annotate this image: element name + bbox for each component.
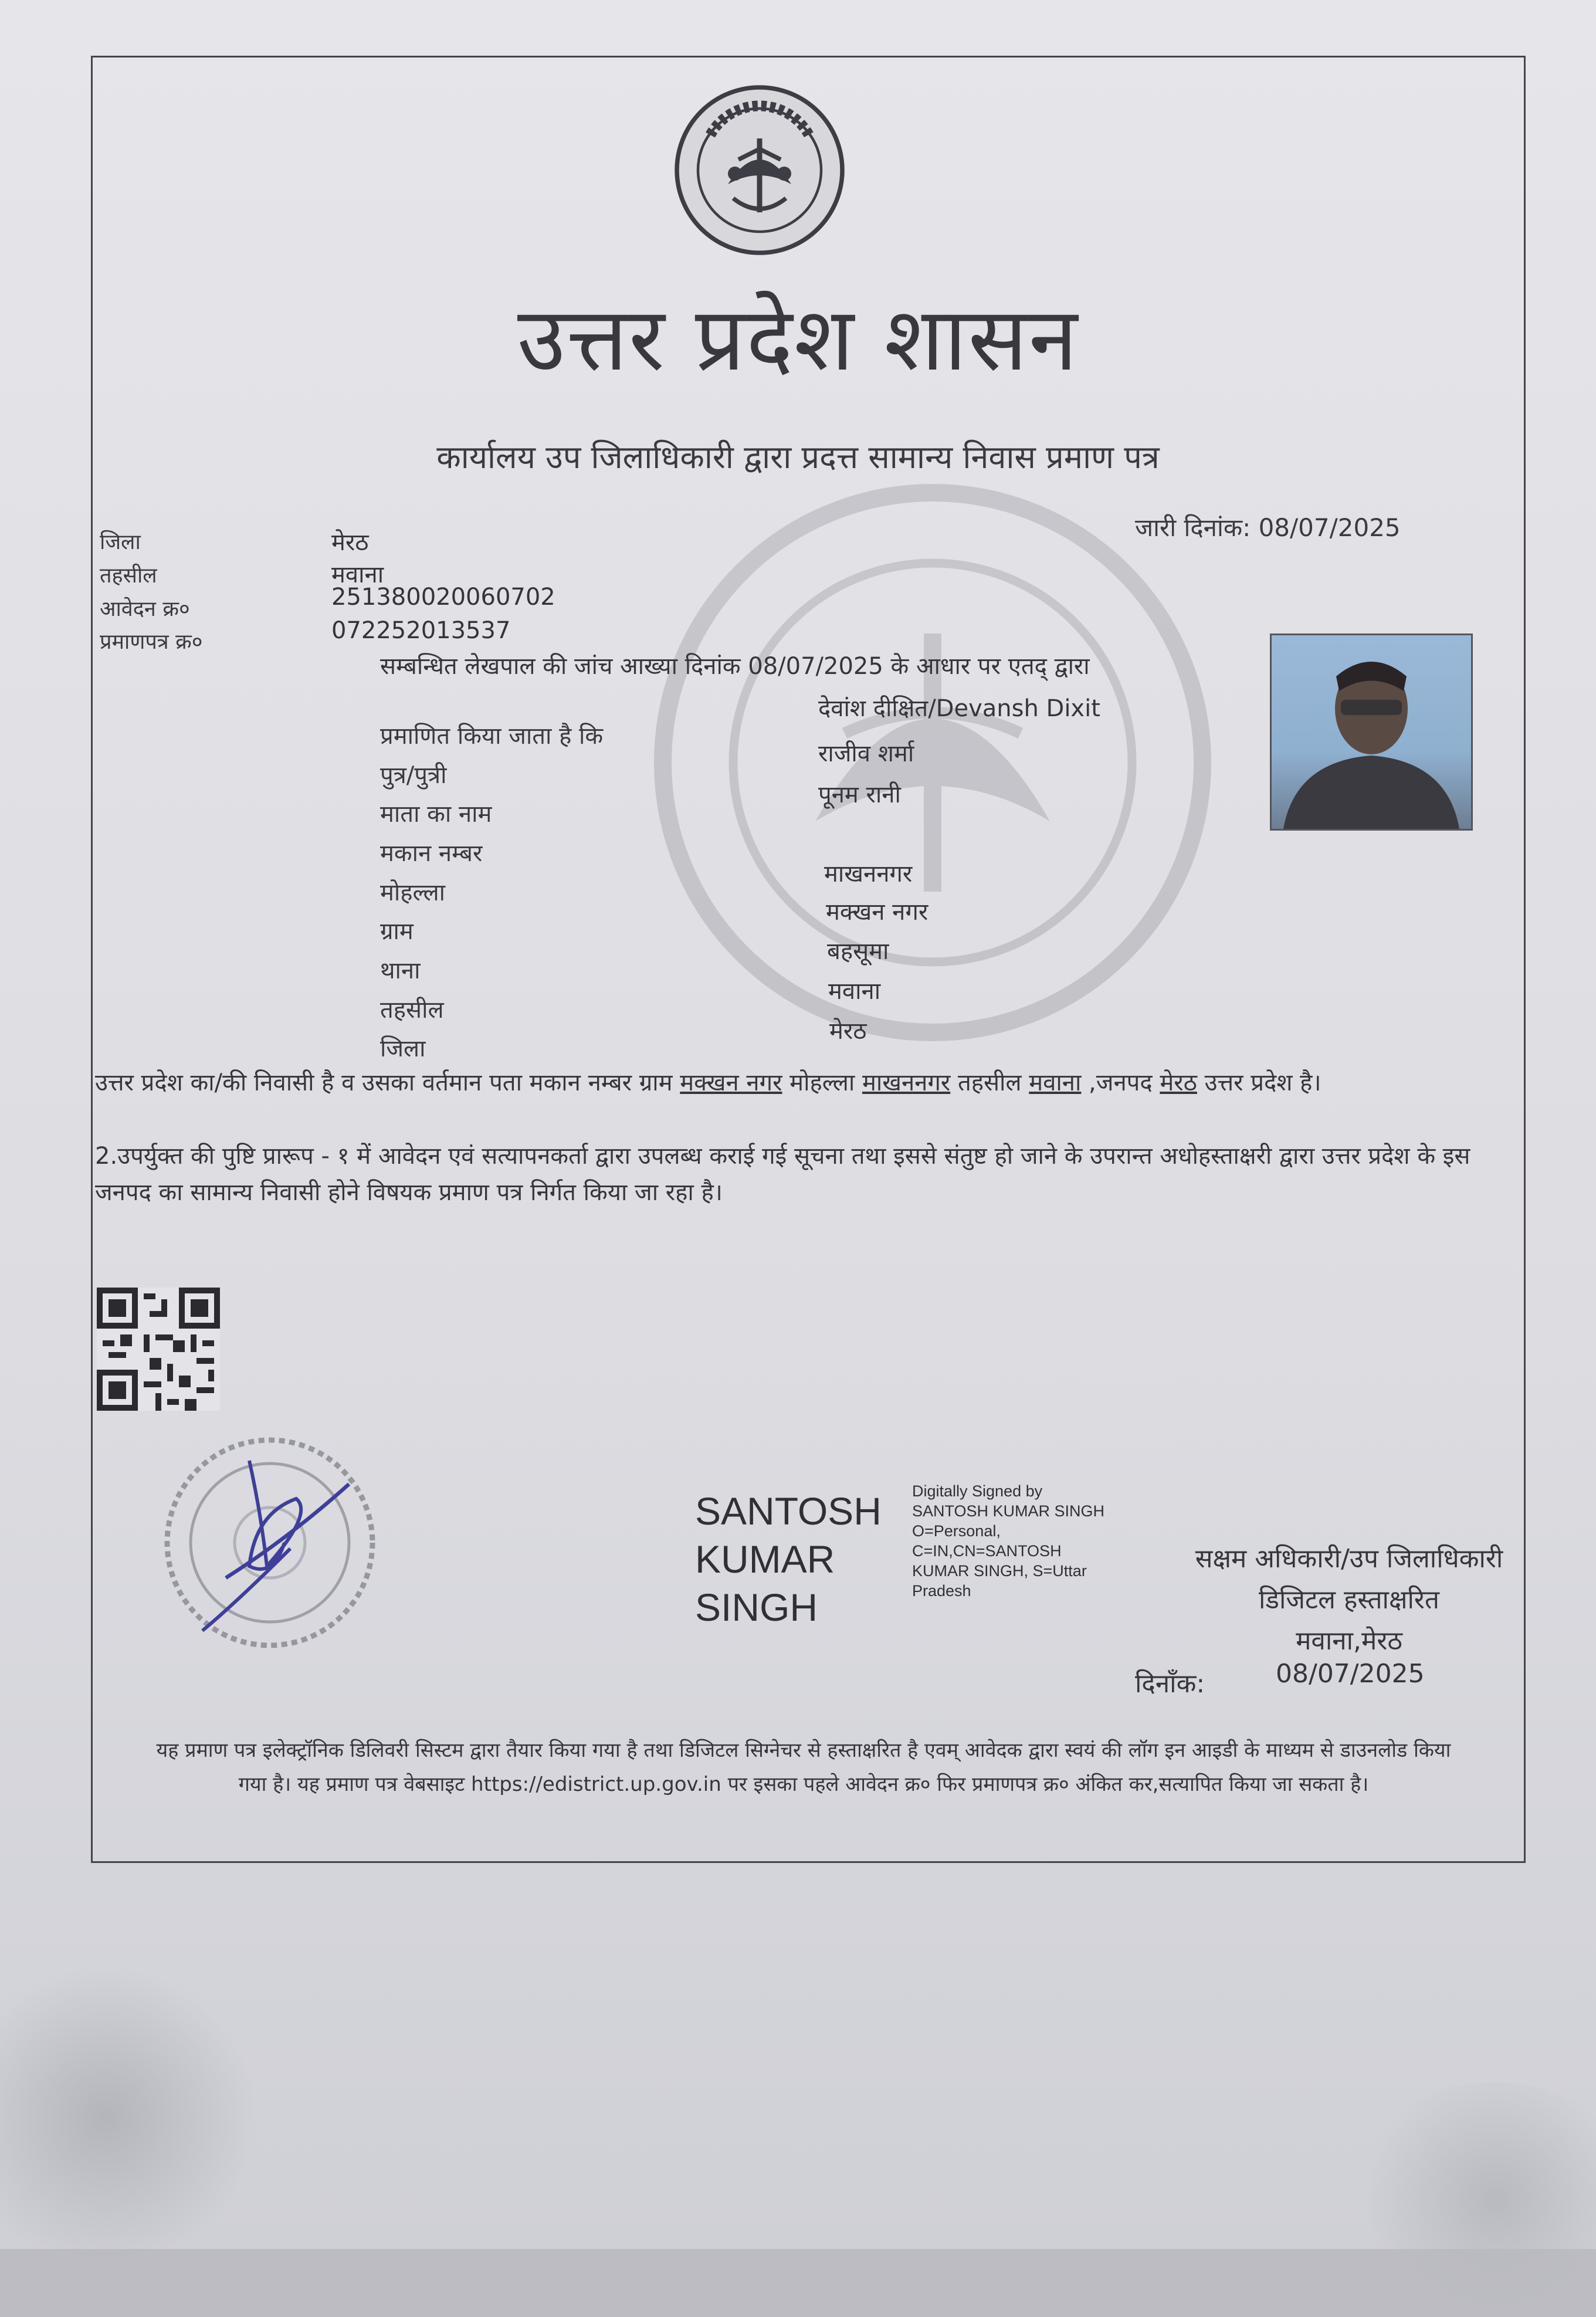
district-label: जिला [100,530,141,554]
authority-office: मवाना,मेरठ [1296,1626,1402,1656]
application-number-label: आवेदन क्र० [100,597,190,621]
certificate-number-label: प्रमाणपत्र क्र० [100,630,203,654]
residence-text: ,जनपद [1081,1069,1160,1096]
document-subtitle: कार्यालय उप जिलाधिकारी द्वारा प्रदत्त सामान्य निवास प्रमाण पत्र [436,439,1160,476]
watermark-emblem [639,469,1226,1056]
intro-line-2: प्रमाणित किया जाता है कि [380,723,604,750]
footer-line: गया है। यह प्रमाण पत्र वेबसाइट https://edistrict.up.gov.in पर इसका पहले आवेदन क्र० फिर प्रमाणपत्र क्र० अंकित कर,सत्यापित किया जा सकता है। [238,1773,1369,1796]
issue-date: जारी दिनांक: 08/07/2025 [1135,513,1401,542]
police-station-value: बहसूमा [827,938,889,965]
confirmation-paragraph: 2.उपर्युक्त की पुष्टि प्रारूप - १ में आवेदन एवं सत्यापनकर्ता द्वारा उपलब्ध कराई गई सूचना तथा इससे संतुष्ट हो जाने के उपरान्त अधोहस्ताक्षरी द्वारा उत्तर प्रदेश के इस जनपद का सामान्य निवासी होने विषयक प्रमाण पत्र निर्गत किया जा रहा है। [95,1143,1470,1206]
application-number-value: 251380020060702 [331,584,555,611]
digital-signature-line: O=Personal, [912,1522,1001,1540]
district-field-value: मेरठ [829,1018,867,1045]
digital-signature-line: Pradesh [912,1582,971,1600]
authority-digital-signed: डिजिटल हस्ताक्षरित [1259,1585,1439,1615]
digital-signature-line: SANTOSH KUMAR SINGH [912,1502,1105,1520]
certificate-number-value: 072252013537 [331,617,511,644]
footer-note [82,1733,1525,1801]
authority-designation: सक्षम अधिकारी/उप जिलाधिकारी [1195,1544,1503,1574]
tehsil-field-value: मवाना [828,978,881,1005]
mother-name-value: पूनम रानी [818,781,901,808]
district-field-label: जिला [380,1035,426,1062]
applicant-photo [1270,634,1473,831]
tehsil-field-label: तहसील [380,997,444,1024]
house-number-label: मकान नम्बर [380,840,483,867]
signer-name-line: SINGH [695,1586,818,1629]
official-stamp-with-signature [138,1396,431,1689]
residence-text: तहसील [950,1069,1029,1096]
residence-text: मोहल्ला [782,1069,862,1096]
signer-name-block [695,1487,882,1631]
signer-name-line: KUMAR [695,1537,835,1581]
intro-line-1: सम्बन्धित लेखपाल की जांच आख्या दिनांक 08/07/2025 के आधार पर एतद् द्वारा [380,653,1090,680]
son-daughter-label: पुत्र/पुत्री [380,762,447,789]
father-name-value: राजीव शर्मा [818,740,914,767]
authority-date-value: 08/07/2025 [1276,1659,1425,1689]
residence-text: उत्तर प्रदेश का/की निवासी है व उसका वर्तमान पता मकान नम्बर ग्राम [95,1069,680,1096]
residence-text: उत्तर प्रदेश है। [1197,1069,1321,1096]
residence-paragraph [95,1065,1491,1101]
mohalla-label: मोहल्ला [380,879,446,906]
document-title: उत्तर प्रदेश शासन [517,289,1079,391]
digital-signature-line: C=IN,CN=SANTOSH [912,1542,1062,1560]
up-government-emblem [672,82,848,258]
person-silhouette-icon [1272,635,1471,829]
mother-name-label: माता का नाम [380,801,492,828]
digital-signature-line: KUMAR SINGH, S=Uttar [912,1562,1087,1580]
signer-name-line: SANTOSH [695,1489,882,1533]
verification-qr-code[interactable] [97,1288,220,1411]
paper-shadow [0,1965,258,2270]
police-station-label: थाना [380,957,421,984]
mohalla-value: माखननगर [824,861,913,887]
tehsil-label: तहसील [100,564,157,588]
residence-village: मक्खन नगर [680,1069,782,1096]
digital-signature-line: Digitally Signed by [912,1482,1043,1500]
residence-mohalla: माखननगर [862,1069,951,1096]
residence-tehsil: मवाना [1029,1069,1082,1096]
village-value: मक्खन नगर [826,899,929,926]
tehsil-value: मवाना [331,561,384,588]
digital-signature-details [912,1481,1147,1601]
village-label: ग्राम [380,918,414,945]
footer-line: यह प्रमाण पत्र इलेक्ट्रॉनिक डिलिवरी सिस्टम द्वारा तैयार किया गया है तथा डिजिटल सिग्नेचर से हस्ताक्षरित है एवम् आवेदक द्वारा स्वयं की लॉग इन आइडी के माध्यम से डाउनलोड किया [156,1739,1451,1762]
district-value: मेरठ [331,529,369,556]
paper-shadow [1349,2082,1596,2317]
residence-district: मेरठ [1160,1069,1197,1096]
authority-date-label: दिनाँक: [1135,1669,1205,1699]
applicant-name-value: देवांश दीक्षित/Devansh Dixit [818,695,1100,722]
